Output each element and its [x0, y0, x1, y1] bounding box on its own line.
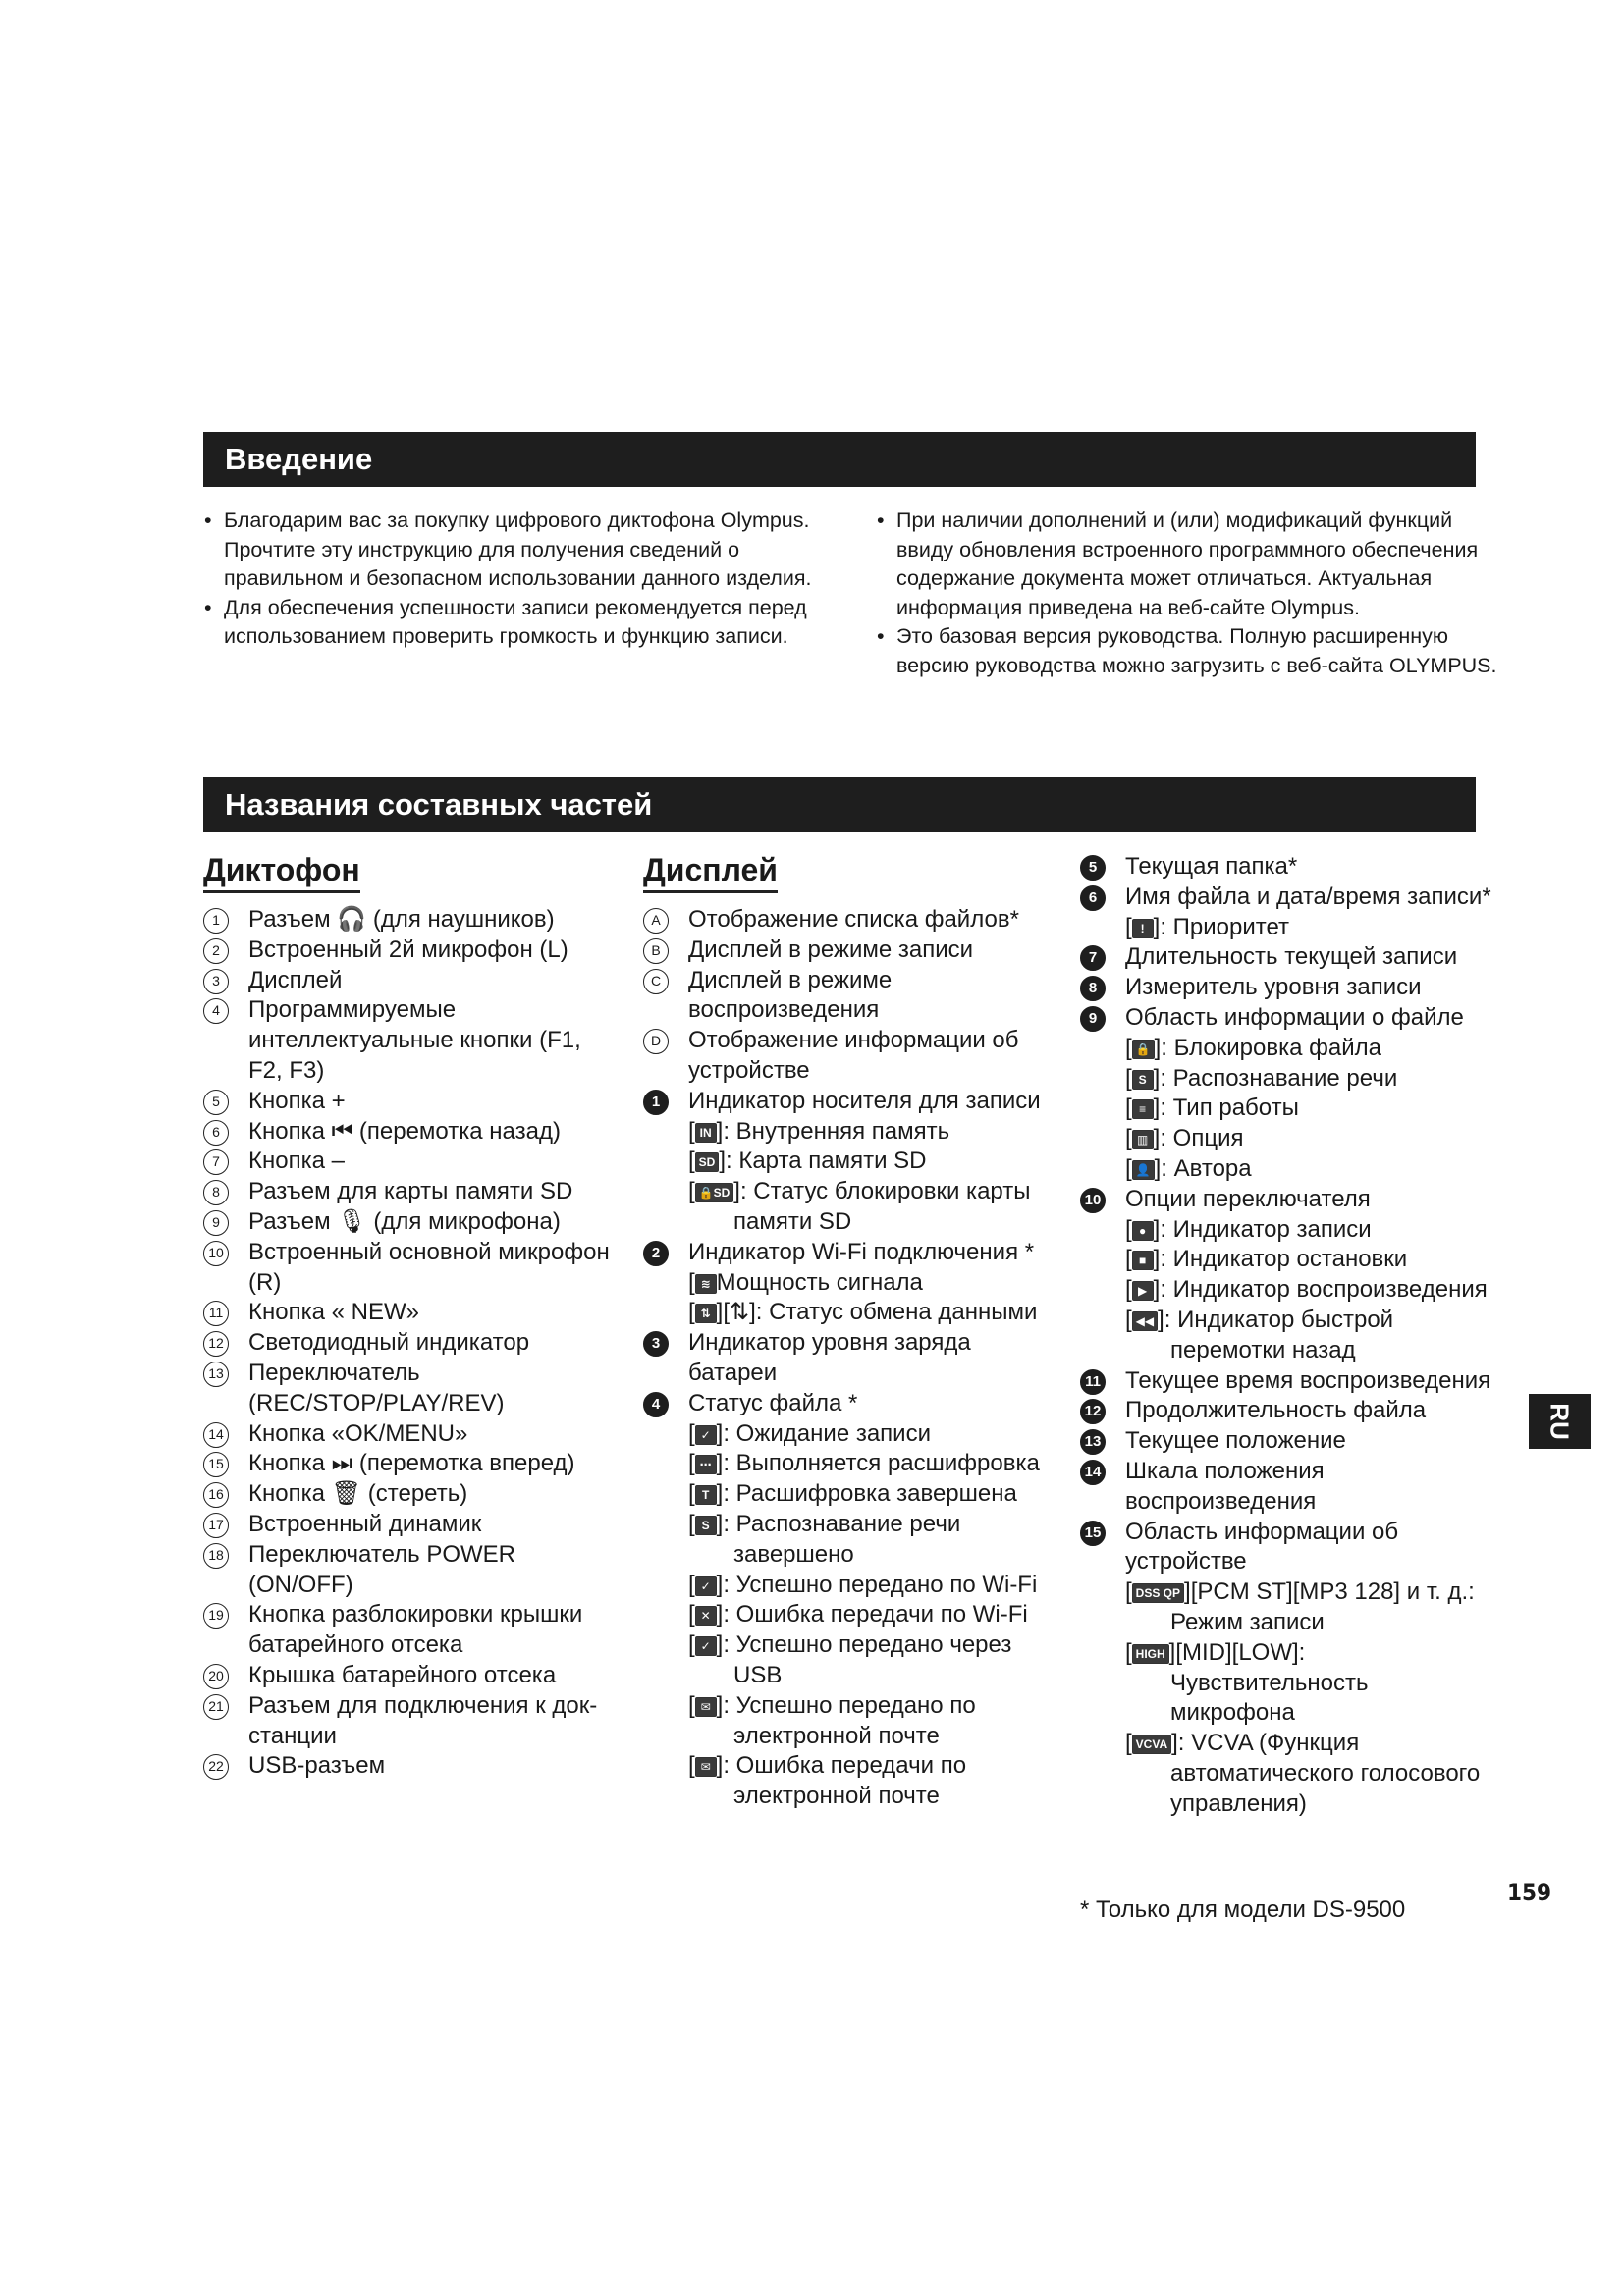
part-item	[1080, 1426, 1492, 1457]
status-icon-row	[1080, 1064, 1492, 1095]
language-tab-label: RU	[1544, 1403, 1575, 1440]
part-item	[203, 1540, 616, 1601]
item-label: Разъем для подключения к док-станции	[248, 1691, 598, 1749]
status-icon: SD	[695, 1152, 720, 1172]
status-icon-row	[643, 1571, 1056, 1601]
item-number: 14	[1080, 1460, 1106, 1485]
status-icon-label: ]: Приоритет	[1153, 913, 1290, 940]
item-label: Встроенный динамик	[248, 1510, 482, 1537]
status-icon-label: ][⇅]: Статус обмена данными	[716, 1299, 1038, 1326]
status-icon-row	[1080, 1577, 1492, 1638]
page-number: 159	[1507, 1879, 1552, 1906]
bracket: [	[1125, 1638, 1132, 1666]
item-label: Продолжительность файла	[1125, 1397, 1427, 1424]
status-icon: 🔒SD	[695, 1183, 734, 1202]
item-label: Крышка батарейного отсека	[248, 1661, 557, 1688]
status-icon: ●	[1132, 1221, 1154, 1241]
item-number: 11	[203, 1301, 229, 1326]
status-icon: T	[695, 1485, 717, 1505]
status-icon-label: ][PCM ST][MP3 128] и т. д.: Режим записи	[1170, 1578, 1475, 1635]
bracket: [	[1125, 1578, 1132, 1606]
part-item	[203, 1600, 616, 1661]
item-label: Область информации о файле	[1125, 1003, 1464, 1031]
item-number: 6	[1080, 885, 1106, 911]
status-icon: DSS QP	[1132, 1583, 1184, 1603]
status-icon-label: ]: Выполняется расшифровка	[716, 1450, 1040, 1477]
item-number: 17	[203, 1513, 229, 1538]
bracket: [	[688, 1419, 695, 1447]
status-icon: ■	[1132, 1251, 1154, 1270]
part-item	[203, 1328, 616, 1359]
status-icon-label: ]: Успешно передано через USB	[716, 1631, 1012, 1688]
item-number: 8	[203, 1180, 229, 1205]
status-icon-label: ]: Карта памяти SD	[719, 1148, 927, 1175]
bracket: [	[688, 1450, 695, 1477]
part-item	[203, 905, 616, 935]
display-column	[643, 850, 1056, 1812]
item-label: Индикатор носителя для записи	[688, 1087, 1041, 1114]
item-number: 21	[203, 1694, 229, 1720]
part-item	[203, 1419, 616, 1450]
bracket: [	[1125, 1730, 1132, 1757]
status-icon-row	[643, 1510, 1056, 1571]
status-icon-row	[643, 1630, 1056, 1691]
part-item	[203, 1691, 616, 1752]
part-item	[643, 1087, 1056, 1117]
part-item	[203, 1449, 616, 1479]
status-icon-label: ]: Автора	[1154, 1154, 1252, 1182]
bracket: [	[1125, 913, 1132, 940]
item-number: 1	[203, 908, 229, 934]
status-icon: S	[695, 1516, 717, 1535]
status-icon-row	[1080, 1729, 1492, 1819]
item-label: Разъем 🎙 (для микрофона)	[248, 1207, 561, 1235]
item-number: 9	[203, 1210, 229, 1236]
item-number: 20	[203, 1664, 229, 1689]
item-label: Светодиодный индикатор	[248, 1329, 530, 1357]
item-label: Опции переключателя	[1125, 1185, 1371, 1212]
item-label: Кнопка ⏮ (перемотка назад)	[248, 1117, 561, 1145]
status-icon-row	[643, 1117, 1056, 1148]
item-number: 4	[203, 998, 229, 1024]
item-label: Текущее положение	[1125, 1427, 1346, 1455]
item-number: 11	[1080, 1369, 1106, 1395]
status-icon: ✉	[695, 1757, 717, 1777]
part-item	[203, 935, 616, 966]
status-icon: ✓	[695, 1425, 717, 1445]
bracket: [	[1125, 1064, 1132, 1092]
status-icon-row	[643, 1479, 1056, 1510]
part-item	[1080, 882, 1492, 913]
item-number: C	[643, 969, 669, 994]
part-item	[203, 1087, 616, 1117]
status-icon-row	[643, 1691, 1056, 1752]
intro-right-column	[877, 507, 1505, 680]
item-number: 16	[203, 1482, 229, 1508]
item-number: B	[643, 938, 669, 964]
part-item	[203, 1751, 616, 1782]
item-number: 10	[1080, 1188, 1106, 1213]
intro-banner	[203, 432, 1476, 487]
item-number: 19	[203, 1603, 229, 1629]
recorder-title: Диктофон	[203, 850, 360, 893]
part-item	[203, 1238, 616, 1299]
part-item	[203, 1510, 616, 1540]
item-label: Программируемые интеллектуальные кнопки (F1, F2, F3)	[248, 996, 581, 1084]
language-tab	[1529, 1394, 1591, 1449]
item-number: 1	[643, 1090, 669, 1115]
item-label: Индикатор Wi-Fi подключения *	[688, 1238, 1035, 1265]
display-list	[643, 905, 1056, 1812]
item-label: Дисплей	[248, 966, 343, 993]
item-label: Кнопка « NEW»	[248, 1299, 419, 1326]
item-label: Кнопка –	[248, 1148, 345, 1175]
status-icon-label: ]: Распознавание речи завершено	[716, 1510, 961, 1568]
item-number: 7	[203, 1149, 229, 1175]
status-icon-label: ]: VCVA (Функция автоматического голосового управления)	[1170, 1730, 1481, 1817]
status-icon-label: ]: Ошибка передачи по Wi-Fi	[716, 1601, 1028, 1629]
item-number: 4	[643, 1392, 669, 1417]
status-icon-row	[643, 1177, 1056, 1238]
status-icon-row	[1080, 913, 1492, 943]
item-number: 12	[203, 1331, 229, 1357]
recorder-list	[203, 905, 616, 1782]
status-icon-label: ]: Опция	[1153, 1125, 1244, 1152]
display-title: Дисплей	[643, 850, 778, 893]
item-number: 3	[643, 1331, 669, 1357]
part-item	[1080, 973, 1492, 1003]
part-item	[203, 1359, 616, 1419]
status-icon-label: ]: Ожидание записи	[716, 1419, 931, 1447]
status-icon: ⋯	[695, 1455, 717, 1474]
item-label: Кнопка разблокировки крышки батарейного отсека	[248, 1601, 583, 1659]
item-label: Переключатель POWER (ON/OFF)	[248, 1540, 515, 1598]
item-label: Разъем для карты памяти SD	[248, 1178, 573, 1205]
status-icon-row	[1080, 1638, 1492, 1729]
intro-paragraph: • Для обеспечения успешности записи рекомендуется перед использованием проверить громкость и функцию записи.	[204, 594, 833, 652]
part-item	[203, 966, 616, 996]
status-icon-label: ]: Тип работы	[1153, 1095, 1299, 1122]
status-icon-row	[643, 1449, 1056, 1479]
status-icon-label: ]: Успешно передано по Wi-Fi	[716, 1571, 1038, 1598]
status-icon-row	[1080, 1306, 1492, 1366]
bracket: [	[1125, 1276, 1132, 1304]
intro-left-column	[204, 507, 833, 652]
status-icon: ▥	[1132, 1130, 1154, 1149]
status-icon-label: ]: Индикатор воспроизведения	[1153, 1276, 1488, 1304]
bracket: [	[1125, 1034, 1132, 1061]
part-item	[643, 935, 1056, 966]
bracket: [	[1125, 1246, 1132, 1273]
bracket: [	[688, 1752, 695, 1780]
item-label: Измеритель уровня записи	[1125, 974, 1422, 1001]
item-label: Индикатор уровня заряда батареи	[688, 1329, 971, 1386]
item-label: Имя файла и дата/время записи*	[1125, 882, 1491, 910]
part-item	[203, 1207, 616, 1238]
part-item	[1080, 1396, 1492, 1426]
status-icon: !	[1132, 919, 1154, 938]
item-number: 13	[203, 1362, 229, 1387]
bracket: [	[688, 1691, 695, 1719]
status-icon-row	[643, 1268, 1056, 1299]
bracket: [	[688, 1148, 695, 1175]
status-icon-label: ]: Распознавание речи	[1153, 1064, 1398, 1092]
status-icon: HIGH	[1132, 1644, 1169, 1664]
item-number: 10	[203, 1241, 229, 1266]
part-item	[643, 1026, 1056, 1087]
status-icon-label: ]: Статус блокировки карты памяти SD	[733, 1178, 1031, 1235]
recorder-column	[203, 850, 616, 1782]
part-item	[1080, 1185, 1492, 1215]
item-label: Текущее время воспроизведения	[1125, 1366, 1491, 1394]
part-item	[643, 1238, 1056, 1268]
item-number: 6	[203, 1120, 229, 1146]
item-number: 18	[203, 1543, 229, 1569]
intro-paragraph: • Это базовая версия руководства. Полную расширенную версию руководства можно загрузить с веб-сайта OLYMPUS.	[877, 622, 1505, 680]
bracket: [	[1125, 1306, 1132, 1333]
status-icon: ◀◀	[1132, 1311, 1158, 1331]
status-icon: ≋	[695, 1274, 717, 1294]
item-label: Разъем 🎧 (для наушников)	[248, 906, 555, 933]
item-number: 5	[203, 1090, 229, 1115]
status-icon-row	[643, 1298, 1056, 1328]
intro-paragraph: • При наличии дополнений и (или) модификаций функций ввиду обновления встроенного программного обеспечения содержание документа может отличаться. Актуальная информация приведена на веб-сайте Olympus.	[877, 507, 1505, 622]
status-icon-label: ]: Блокировка файла	[1154, 1034, 1381, 1061]
part-item	[203, 1117, 616, 1148]
parts-title: Названия составных частей	[225, 787, 653, 822]
part-item	[1080, 942, 1492, 973]
status-icon-row	[1080, 1124, 1492, 1154]
parts-banner	[203, 777, 1476, 832]
item-number: 7	[1080, 945, 1106, 971]
status-icon-row	[1080, 1275, 1492, 1306]
status-icon: IN	[695, 1123, 717, 1143]
status-icon-label: ]: Расшифровка завершена	[716, 1480, 1017, 1508]
item-label: Кнопка +	[248, 1087, 346, 1114]
item-number: A	[643, 908, 669, 934]
part-item	[643, 1389, 1056, 1419]
status-icon: ✓	[695, 1636, 717, 1656]
status-icon-row	[1080, 1245, 1492, 1275]
item-label: Дисплей в режиме записи	[688, 935, 974, 963]
item-number: 2	[203, 938, 229, 964]
bracket: [	[688, 1631, 695, 1659]
item-number: 9	[1080, 1006, 1106, 1032]
part-item	[1080, 1366, 1492, 1397]
item-label: Кнопка «OK/MENU»	[248, 1419, 468, 1447]
bracket: [	[1125, 1215, 1132, 1243]
status-icon-row	[1080, 1154, 1492, 1185]
status-icon-label: ]: Индикатор остановки	[1153, 1246, 1408, 1273]
status-icon-label: ][MID][LOW]: Чувствительность микрофона	[1168, 1638, 1369, 1727]
bracket: [	[688, 1268, 695, 1296]
item-label: Статус файла *	[688, 1389, 858, 1416]
status-icon: ✕	[695, 1606, 717, 1626]
status-icon-label: ]: Успешно передано по электронной почте	[716, 1691, 976, 1749]
item-number: 12	[1080, 1399, 1106, 1424]
bracket: [	[688, 1117, 695, 1145]
item-number: D	[643, 1029, 669, 1054]
part-item	[203, 1661, 616, 1691]
part-item	[1080, 1003, 1492, 1034]
bracket: [	[1125, 1095, 1132, 1122]
part-item	[643, 966, 1056, 1027]
item-label: Длительность текущей записи	[1125, 943, 1458, 971]
item-label: Отображение информации об устройстве	[688, 1027, 1019, 1084]
part-item	[1080, 852, 1492, 882]
status-icon: 👤	[1132, 1160, 1155, 1180]
item-number: 15	[203, 1452, 229, 1477]
item-number: 15	[1080, 1521, 1106, 1546]
item-label: Дисплей в режиме воспроизведения	[688, 966, 893, 1024]
status-icon: S	[1132, 1070, 1154, 1090]
bracket: [	[688, 1178, 695, 1205]
item-number: 2	[643, 1241, 669, 1266]
item-number: 8	[1080, 976, 1106, 1001]
item-label: Шкала положения воспроизведения	[1125, 1457, 1325, 1515]
status-icon: 🔒	[1132, 1040, 1155, 1059]
status-icon-row	[643, 1419, 1056, 1450]
bracket: [	[688, 1571, 695, 1598]
bracket: [	[1125, 1125, 1132, 1152]
part-item	[1080, 1518, 1492, 1578]
bracket: [	[688, 1601, 695, 1629]
status-icon-row	[643, 1751, 1056, 1812]
item-label: Кнопка ⏭ (перемотка вперед)	[248, 1450, 575, 1477]
status-icon-label: ]: Индикатор быстрой перемотки назад	[1158, 1306, 1394, 1363]
item-label: Кнопка 🗑 (стереть)	[248, 1480, 468, 1508]
status-icon: ✓	[695, 1576, 717, 1596]
part-item	[203, 1177, 616, 1207]
part-item	[643, 1328, 1056, 1389]
bracket: [	[688, 1480, 695, 1508]
item-number: 3	[203, 969, 229, 994]
part-item	[203, 995, 616, 1086]
info-list	[1080, 852, 1492, 1820]
status-icon: ✉	[695, 1697, 717, 1717]
status-icon-row	[1080, 1215, 1492, 1246]
part-item	[203, 1479, 616, 1510]
item-number: 5	[1080, 855, 1106, 881]
intro-paragraph: • Благодарим вас за покупку цифрового диктофона Olympus. Прочтите эту инструкцию для получения сведений о правильном и безопасном использовании данного изделия.	[204, 507, 833, 594]
part-item	[1080, 1457, 1492, 1518]
status-icon-label: ]: Внутренняя память	[716, 1117, 950, 1145]
status-icon: ▶	[1132, 1281, 1154, 1301]
bracket: [	[688, 1299, 695, 1326]
intro-title: Введение	[225, 442, 373, 476]
status-icon: VCVA	[1132, 1735, 1171, 1754]
status-icon: ⇅	[695, 1304, 717, 1323]
part-item	[643, 905, 1056, 935]
item-label: Встроенный 2й микрофон (L)	[248, 935, 568, 963]
item-label: Область информации об устройстве	[1125, 1518, 1399, 1575]
status-icon-row	[643, 1600, 1056, 1630]
status-icon-row	[1080, 1034, 1492, 1064]
bracket: [	[1125, 1154, 1132, 1182]
part-item	[203, 1298, 616, 1328]
info-column	[1080, 852, 1492, 1820]
status-icon: ≡	[1132, 1099, 1154, 1119]
item-number: 14	[203, 1422, 229, 1448]
footnote: * Только для модели DS-9500	[1080, 1896, 1406, 1923]
item-number: 22	[203, 1754, 229, 1780]
status-icon-label: Мощность сигнала	[716, 1268, 923, 1296]
item-label: Отображение списка файлов*	[688, 906, 1019, 933]
status-icon-label: ]: Ошибка передачи по электронной почте	[716, 1752, 967, 1810]
item-label: Встроенный основной микрофон (R)	[248, 1238, 610, 1296]
item-label: USB-разъем	[248, 1752, 386, 1780]
status-icon-label: ]: Индикатор записи	[1153, 1215, 1372, 1243]
item-number: 13	[1080, 1429, 1106, 1455]
bracket: [	[688, 1510, 695, 1537]
item-label: Текущая папка*	[1125, 853, 1298, 880]
part-item	[203, 1147, 616, 1177]
status-icon-row	[643, 1147, 1056, 1177]
item-label: Переключатель (REC/STOP/PLAY/REV)	[248, 1359, 505, 1416]
status-icon-row	[1080, 1094, 1492, 1124]
